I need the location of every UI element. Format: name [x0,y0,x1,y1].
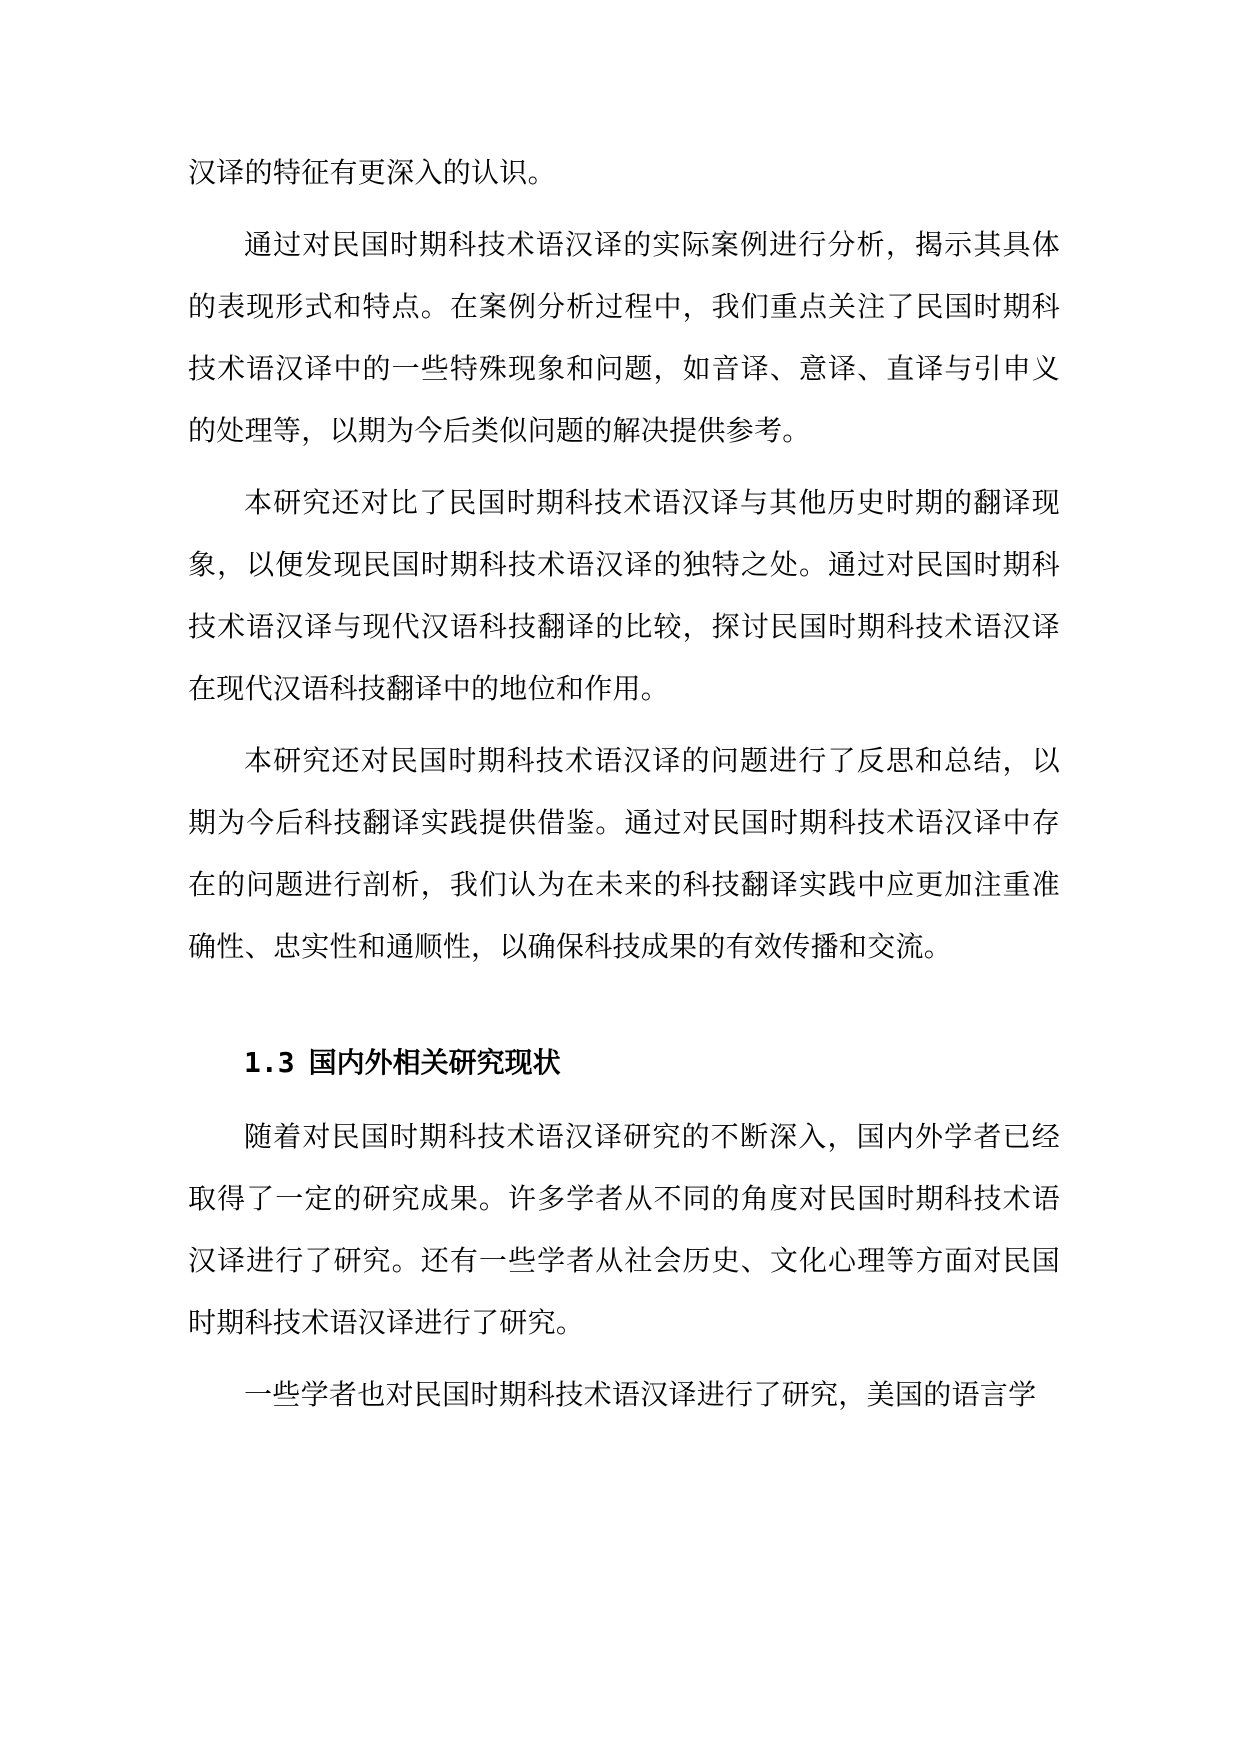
section-title: 国内外相关研究现状 [308,1046,561,1079]
paragraph-reflection: 本研究还对民国时期科技术语汉译的问题进行了反思和总结，以期为今后科技翻译实践提供借鉴。通过对民国时期科技术语汉译中存在的问题进行剖析，我们认为在未来的科技翻译实践中应更加注重准确性、忠实性和通顺性，以确保科技成果的有效传播和交流。 [188,744,1060,963]
document-body [188,142,1060,1426]
paragraph-case-analysis: 通过对民国时期科技术语汉译的实际案例进行分析，揭示其具体的表现形式和特点。在案例分析过程中，我们重点关注了民国时期科技术语汉译中的一些特殊现象和问题，如音译、意译、直译与引申义的处理等，以期为今后类似问题的解决提供参考。 [188,228,1060,447]
paragraph-foreign-scholars: 一些学者也对民国时期科技术语汉译进行了研究，美国的语言学 [244,1378,1037,1411]
section-heading [188,1032,1060,1094]
paragraph-research-status: 随着对民国时期科技术语汉译研究的不断深入，国内外学者已经取得了一定的研究成果。许多学者从不同的角度对民国时期科技术语汉译进行了研究。还有一些学者从社会历史、文化心理等方面对民国时期科技术语汉译进行了研究。 [188,1120,1060,1339]
paragraph-comparison: 本研究还对比了民国时期科技术语汉译与其他历史时期的翻译现象，以便发现民国时期科技术语汉译的独特之处。通过对民国时期科技术语汉译与现代汉语科技翻译的比较，探讨民国时期科技术语汉译在现代汉语科技翻译中的地位和作用。 [188,486,1060,705]
section-number: 1.3 [244,1046,295,1079]
paragraph-continued: 汉译的特征有更深入的认识。 [188,156,556,189]
